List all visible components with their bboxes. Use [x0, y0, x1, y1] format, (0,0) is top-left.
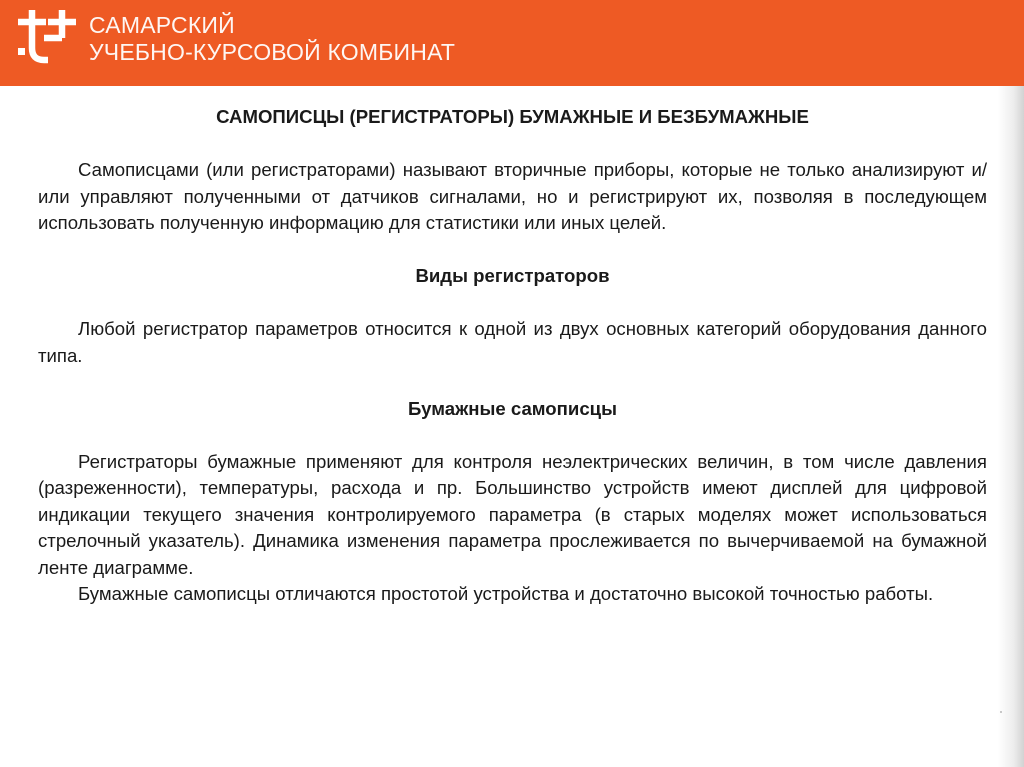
brand-line-2: УЧЕБНО-КУРСОВОЙ КОМБИНАТ [89, 39, 456, 65]
header-bar [0, 0, 1024, 86]
double-t-logo-icon [12, 8, 78, 70]
decorative-dot [1000, 711, 1002, 713]
spacer [38, 131, 987, 158]
heading-paper-recorders: Бумажные самописцы [408, 397, 617, 419]
document-body [38, 104, 987, 608]
brand-name [89, 12, 455, 66]
document-title: САМОПИСЦЫ (РЕГИСТРАТОРЫ) БУМАЖНЫЕ И БЕЗБУМАЖНЫЕ [216, 106, 809, 127]
brand-line-1: САМАРСКИЙ [89, 12, 235, 38]
paragraph-definition: Самописцами (или регистраторами) называют вторичные приборы, которые не только анализируют и/ или управляют полученными от датчиков сигналами, но и регистрируют их, позволяя в последующем использовать полученную информацию для статистики или иных целей. [38, 159, 987, 233]
slide-edge-shadow [998, 86, 1024, 767]
paragraph-categories: Любой регистратор параметров относится к одной из двух основных категорий оборудования данного типа. [38, 318, 987, 366]
spacer [38, 369, 987, 396]
heading-recorder-types: Виды регистраторов [415, 265, 610, 286]
paragraph-paper-recorders: Регистраторы бумажные применяют для контроля неэлектрических величин, в том числе давления (разреженности), температуры, расхода и пр. Большинство устройств имеют дисплей для цифровой индикации текущего значения контролируемого параметра (в старых моделях может использоваться стрелочный указатель). Динамика изменения параметра прослеживается по вычерчиваемой на бумажной ленте диаграмме. [38, 450, 987, 578]
spacer [38, 290, 987, 317]
paragraph-paper-advantages: Бумажные самописцы отличаются простотой устройства и достаточно высокой точностью работы. [78, 583, 934, 604]
spacer [38, 422, 987, 449]
spacer [38, 237, 987, 264]
